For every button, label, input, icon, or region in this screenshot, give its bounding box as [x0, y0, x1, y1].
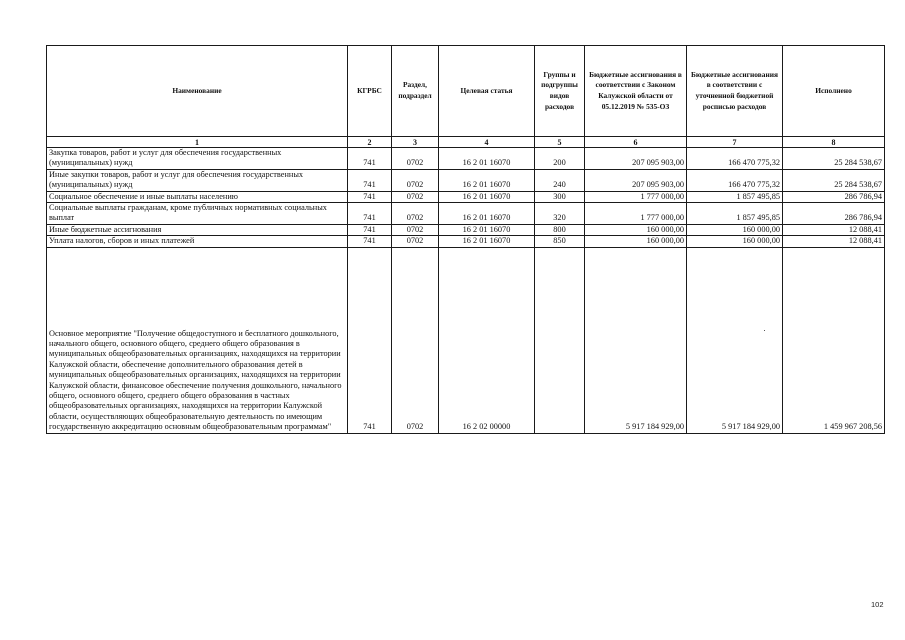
row-group: 200	[535, 148, 585, 170]
row-executed: 12 088,41	[783, 236, 885, 247]
row-law: 1 777 000,00	[585, 203, 687, 225]
row-law: 160 000,00	[585, 236, 687, 247]
row-target: 16 2 01 16070	[439, 148, 535, 170]
column-number: 1	[47, 137, 348, 148]
row-executed: 12 088,41	[783, 224, 885, 235]
row-refined: 5 917 184 929,00	[687, 247, 783, 433]
row-law: 5 917 184 929,00	[585, 247, 687, 433]
row-section: 0702	[392, 247, 439, 433]
row-kgrbs: 741	[348, 203, 392, 225]
row-refined: 160 000,00	[687, 224, 783, 235]
row-name: Закупка товаров, работ и услуг для обеспечения государственных (муниципальных) нужд	[47, 148, 348, 170]
row-refined: 166 470 775,32	[687, 169, 783, 191]
column-number: 8	[783, 137, 885, 148]
row-section: 0702	[392, 169, 439, 191]
row-refined: 166 470 775,32	[687, 148, 783, 170]
row-kgrbs: 741	[348, 224, 392, 235]
budget-report-sheet	[46, 45, 884, 434]
row-kgrbs: 741	[348, 236, 392, 247]
header-section: Раздел, подраздел	[392, 46, 439, 137]
row-name: Основное мероприятие "Получение общедоступного и бесплатного дошкольного, начального общего, основного общего, среднего общего образования в муниципальных общеобразовательных организациях, находящихся на территории Калужской области, обеспечение дополнительного образования детей в муниципальных общеобразовательных организациях, находящихся на территории Калужской области, финансовое обеспечение получения дошкольного, начального общего, основного общего, среднего общего образования в частных общеобразовательных организациях, находящихся на территории Калужской области, осуществляющих общеобразовательную деятельность по имеющим государственную аккредитацию основным общеобразовательным программам"	[47, 247, 348, 433]
row-group	[535, 247, 585, 433]
header-target: Целевая статья	[439, 46, 535, 137]
column-number: 4	[439, 137, 535, 148]
row-section: 0702	[392, 191, 439, 202]
column-number: 6	[585, 137, 687, 148]
row-target: 16 2 02 00000	[439, 247, 535, 433]
column-number: 7	[687, 137, 783, 148]
row-section: 0702	[392, 236, 439, 247]
column-number: 3	[392, 137, 439, 148]
row-group: 800	[535, 224, 585, 235]
column-number: 2	[348, 137, 392, 148]
page-number: 102	[871, 600, 884, 609]
table-row	[47, 191, 885, 202]
row-name: Социальные выплаты гражданам, кроме публичных нормативных социальных выплат	[47, 203, 348, 225]
row-law: 1 777 000,00	[585, 191, 687, 202]
table-row	[47, 224, 885, 235]
row-kgrbs: 741	[348, 169, 392, 191]
row-executed: 286 786,94	[783, 191, 885, 202]
table-row	[47, 247, 885, 433]
row-refined: 1 857 495,85	[687, 203, 783, 225]
scan-speck	[764, 330, 765, 331]
row-kgrbs: 741	[348, 247, 392, 433]
header-allocations-refined: Бюджетные ассигнования в соответствии с уточненной бюджетной росписью расходов	[687, 46, 783, 137]
row-group: 850	[535, 236, 585, 247]
row-executed: 1 459 967 208,56	[783, 247, 885, 433]
row-refined: 160 000,00	[687, 236, 783, 247]
row-name: Иные бюджетные ассигнования	[47, 224, 348, 235]
header-allocations-law: Бюджетные ассигнования в соответствии с Законом Калужской области от 05.12.2019 № 535-ОЗ	[585, 46, 687, 137]
row-kgrbs: 741	[348, 148, 392, 170]
table-row	[47, 148, 885, 170]
row-refined: 1 857 495,85	[687, 191, 783, 202]
row-section: 0702	[392, 203, 439, 225]
column-number-row	[47, 137, 885, 148]
table-row	[47, 169, 885, 191]
row-section: 0702	[392, 224, 439, 235]
row-name: Социальное обеспечение и иные выплаты населению	[47, 191, 348, 202]
header-group: Группы и подгруппы видов расходов	[535, 46, 585, 137]
header-kgrbs: КГРБС	[348, 46, 392, 137]
row-executed: 25 284 538,67	[783, 148, 885, 170]
row-law: 207 095 903,00	[585, 148, 687, 170]
row-target: 16 2 01 16070	[439, 191, 535, 202]
row-target: 16 2 01 16070	[439, 224, 535, 235]
table-row	[47, 203, 885, 225]
row-group: 320	[535, 203, 585, 225]
row-kgrbs: 741	[348, 191, 392, 202]
row-law: 160 000,00	[585, 224, 687, 235]
column-number: 5	[535, 137, 585, 148]
table-row	[47, 236, 885, 247]
row-target: 16 2 01 16070	[439, 203, 535, 225]
budget-table	[46, 45, 885, 434]
row-executed: 286 786,94	[783, 203, 885, 225]
row-section: 0702	[392, 148, 439, 170]
row-name: Уплата налогов, сборов и иных платежей	[47, 236, 348, 247]
header-name: Наименование	[47, 46, 348, 137]
row-group: 300	[535, 191, 585, 202]
row-law: 207 095 903,00	[585, 169, 687, 191]
header-executed: Исполнено	[783, 46, 885, 137]
row-group: 240	[535, 169, 585, 191]
row-target: 16 2 01 16070	[439, 169, 535, 191]
row-executed: 25 284 538,67	[783, 169, 885, 191]
row-target: 16 2 01 16070	[439, 236, 535, 247]
table-header-row	[47, 46, 885, 137]
row-name: Иные закупки товаров, работ и услуг для обеспечения государственных (муниципальных) нужд	[47, 169, 348, 191]
